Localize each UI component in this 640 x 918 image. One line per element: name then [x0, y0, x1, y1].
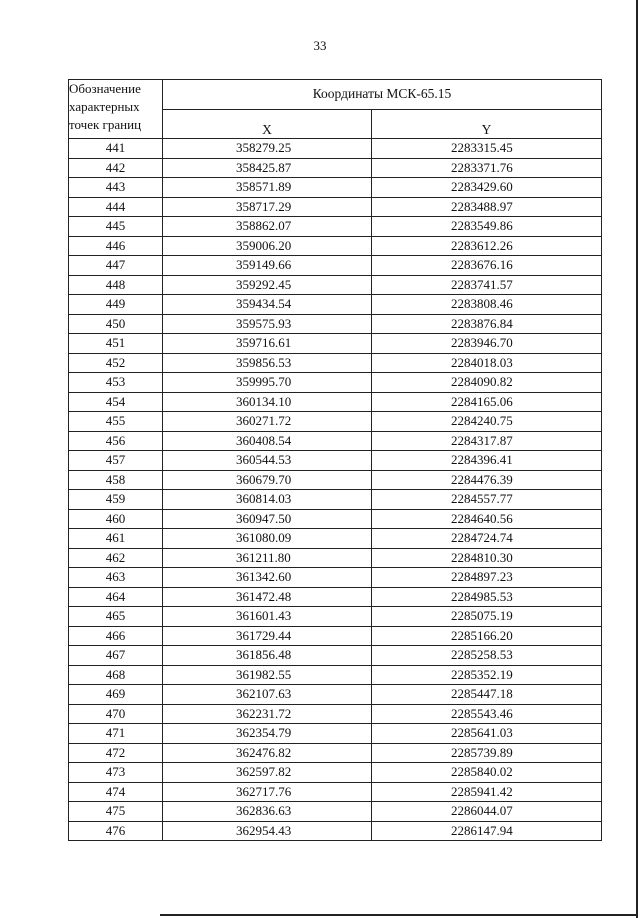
table-row [69, 275, 602, 295]
table-row [69, 509, 602, 529]
cell-x: 360814.03 [163, 490, 372, 510]
cell-y: 2284897.23 [372, 568, 602, 588]
cell-point: 454 [69, 392, 163, 412]
cell-point: 461 [69, 529, 163, 549]
cell-x: 361342.60 [163, 568, 372, 588]
table-row [69, 236, 602, 256]
cell-y: 2283549.86 [372, 217, 602, 237]
cell-y: 2283676.16 [372, 256, 602, 276]
cell-point: 465 [69, 607, 163, 627]
header-x: X [163, 109, 372, 139]
table-row [69, 295, 602, 315]
table-row [69, 704, 602, 724]
cell-y: 2284476.39 [372, 470, 602, 490]
header-points-line-1: Обозначение [69, 81, 141, 96]
table-row [69, 529, 602, 549]
cell-y: 2283741.57 [372, 275, 602, 295]
cell-x: 361472.48 [163, 587, 372, 607]
table-row [69, 587, 602, 607]
cell-y: 2284810.30 [372, 548, 602, 568]
cell-point: 467 [69, 646, 163, 666]
cell-x: 359995.70 [163, 373, 372, 393]
cell-y: 2284396.41 [372, 451, 602, 471]
cell-x: 360679.70 [163, 470, 372, 490]
cell-x: 358862.07 [163, 217, 372, 237]
cell-point: 443 [69, 178, 163, 198]
cell-y: 2285840.02 [372, 763, 602, 783]
cell-point: 458 [69, 470, 163, 490]
table-row [69, 685, 602, 705]
cell-x: 362107.63 [163, 685, 372, 705]
cell-y: 2285166.20 [372, 626, 602, 646]
cell-point: 472 [69, 743, 163, 763]
cell-point: 444 [69, 197, 163, 217]
cell-point: 470 [69, 704, 163, 724]
cell-y: 2284640.56 [372, 509, 602, 529]
cell-x: 360544.53 [163, 451, 372, 471]
cell-y: 2283808.46 [372, 295, 602, 315]
cell-y: 2284240.75 [372, 412, 602, 432]
cell-x: 362954.43 [163, 821, 372, 841]
cell-point: 450 [69, 314, 163, 334]
table-row [69, 646, 602, 666]
table-row [69, 373, 602, 393]
table-row [69, 314, 602, 334]
cell-x: 360947.50 [163, 509, 372, 529]
cell-x: 362354.79 [163, 724, 372, 744]
cell-x: 358717.29 [163, 197, 372, 217]
table-row [69, 568, 602, 588]
table-row [69, 256, 602, 276]
cell-point: 474 [69, 782, 163, 802]
scan-edge-right [636, 0, 638, 918]
cell-point: 459 [69, 490, 163, 510]
header-points-line-2: характерных [69, 99, 140, 114]
cell-point: 452 [69, 353, 163, 373]
cell-point: 442 [69, 158, 163, 178]
cell-x: 360134.10 [163, 392, 372, 412]
cell-y: 2285258.53 [372, 646, 602, 666]
header-points-line-3: точек границ [69, 117, 142, 132]
cell-x: 361211.80 [163, 548, 372, 568]
cell-y: 2283946.70 [372, 334, 602, 354]
table-row [69, 763, 602, 783]
cell-x: 362476.82 [163, 743, 372, 763]
coordinates-table [68, 79, 602, 841]
cell-point: 466 [69, 626, 163, 646]
cell-y: 2285739.89 [372, 743, 602, 763]
cell-point: 455 [69, 412, 163, 432]
table-row [69, 217, 602, 237]
cell-x: 359716.61 [163, 334, 372, 354]
table-row [69, 782, 602, 802]
cell-x: 361856.48 [163, 646, 372, 666]
cell-y: 2285075.19 [372, 607, 602, 627]
table-row [69, 802, 602, 822]
table-row [69, 451, 602, 471]
cell-y: 2284165.06 [372, 392, 602, 412]
cell-y: 2283429.60 [372, 178, 602, 198]
cell-point: 464 [69, 587, 163, 607]
table-row [69, 412, 602, 432]
cell-x: 359856.53 [163, 353, 372, 373]
cell-x: 358425.87 [163, 158, 372, 178]
cell-x: 362717.76 [163, 782, 372, 802]
table-row [69, 431, 602, 451]
cell-point: 451 [69, 334, 163, 354]
cell-y: 2284557.77 [372, 490, 602, 510]
table-row [69, 353, 602, 373]
cell-point: 448 [69, 275, 163, 295]
table-row [69, 139, 602, 159]
header-y: Y [372, 109, 602, 139]
cell-point: 456 [69, 431, 163, 451]
cell-point: 475 [69, 802, 163, 822]
cell-x: 359575.93 [163, 314, 372, 334]
cell-point: 449 [69, 295, 163, 315]
cell-point: 446 [69, 236, 163, 256]
header-coordinates: Координаты МСК-65.15 [163, 80, 602, 110]
cell-y: 2284724.74 [372, 529, 602, 549]
cell-y: 2284317.87 [372, 431, 602, 451]
cell-y: 2286044.07 [372, 802, 602, 822]
table-row [69, 178, 602, 198]
cell-y: 2283371.76 [372, 158, 602, 178]
table-row [69, 490, 602, 510]
cell-point: 476 [69, 821, 163, 841]
cell-point: 441 [69, 139, 163, 159]
cell-point: 462 [69, 548, 163, 568]
cell-point: 471 [69, 724, 163, 744]
cell-y: 2283612.26 [372, 236, 602, 256]
scan-edge-bottom [160, 914, 636, 916]
cell-y: 2284985.53 [372, 587, 602, 607]
header-boundary-points [69, 80, 163, 139]
cell-x: 361982.55 [163, 665, 372, 685]
cell-x: 361729.44 [163, 626, 372, 646]
table-row [69, 197, 602, 217]
table-row [69, 665, 602, 685]
cell-x: 359006.20 [163, 236, 372, 256]
cell-y: 2283488.97 [372, 197, 602, 217]
cell-x: 358571.89 [163, 178, 372, 198]
cell-x: 361080.09 [163, 529, 372, 549]
table-row [69, 607, 602, 627]
cell-point: 457 [69, 451, 163, 471]
cell-x: 358279.25 [163, 139, 372, 159]
table-row [69, 470, 602, 490]
cell-y: 2285941.42 [372, 782, 602, 802]
cell-x: 359149.66 [163, 256, 372, 276]
cell-point: 447 [69, 256, 163, 276]
cell-point: 453 [69, 373, 163, 393]
cell-y: 2286147.94 [372, 821, 602, 841]
cell-point: 460 [69, 509, 163, 529]
cell-y: 2284018.03 [372, 353, 602, 373]
cell-y: 2285447.18 [372, 685, 602, 705]
cell-x: 362231.72 [163, 704, 372, 724]
table-row [69, 548, 602, 568]
cell-point: 463 [69, 568, 163, 588]
cell-x: 362597.82 [163, 763, 372, 783]
cell-point: 468 [69, 665, 163, 685]
cell-point: 445 [69, 217, 163, 237]
cell-y: 2283876.84 [372, 314, 602, 334]
cell-point: 473 [69, 763, 163, 783]
cell-y: 2284090.82 [372, 373, 602, 393]
table-row [69, 626, 602, 646]
cell-x: 359292.45 [163, 275, 372, 295]
page-number: 33 [313, 38, 327, 53]
table-row [69, 334, 602, 354]
cell-y: 2283315.45 [372, 139, 602, 159]
cell-point: 469 [69, 685, 163, 705]
table-row [69, 392, 602, 412]
table-row [69, 821, 602, 841]
cell-y: 2285352.19 [372, 665, 602, 685]
cell-y: 2285543.46 [372, 704, 602, 724]
cell-x: 359434.54 [163, 295, 372, 315]
cell-y: 2285641.03 [372, 724, 602, 744]
cell-x: 361601.43 [163, 607, 372, 627]
table-row [69, 743, 602, 763]
cell-x: 362836.63 [163, 802, 372, 822]
table-row [69, 158, 602, 178]
cell-x: 360271.72 [163, 412, 372, 432]
cell-x: 360408.54 [163, 431, 372, 451]
table-row [69, 724, 602, 744]
